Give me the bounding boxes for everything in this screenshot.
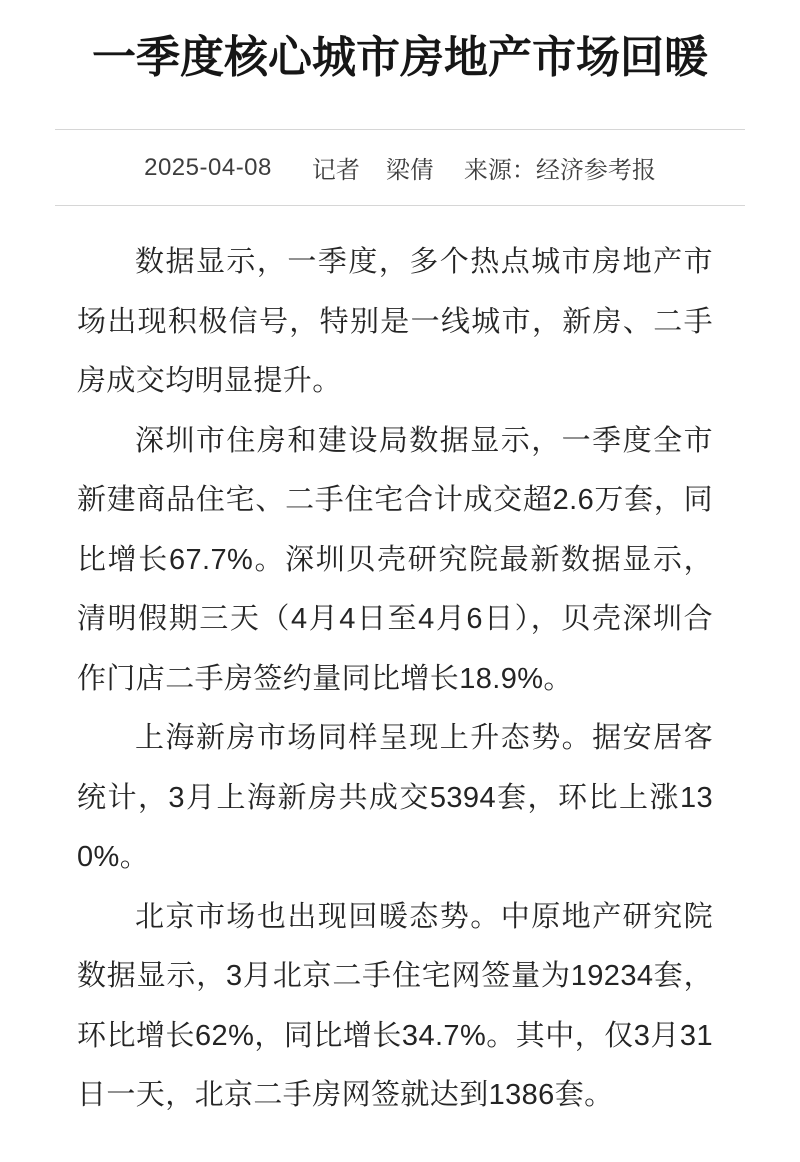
page-title: 一季度核心城市房地产市场回暖 — [92, 33, 708, 82]
article-page — [0, 28, 800, 1126]
reporter-label: 记者 — [311, 157, 360, 184]
paragraph: 数据显示，一季度，多个热点城市房地产市场出现积极信号，特别是一线城市，新房、二手房成交均明显提升。 — [77, 246, 713, 397]
publish-date: 2025-04-08 — [144, 153, 272, 181]
source-label: 来源： — [463, 157, 536, 184]
paragraph: 上海新房市场同样呈现上升态势。据安居客统计，3月上海新房共成交5394套，环比上涨130%。 — [77, 722, 713, 873]
paragraph: 深圳市住房和建设局数据显示，一季度全市新建商品住宅、二手住宅合计成交超2.6万套，同比增长67.7%。深圳贝壳研究院最新数据显示，清明假期三天（4月4日至4月6日），贝壳深圳合作门店二手房签约量同比增长18.9%。 — [77, 424, 713, 695]
source-name: 经济参考报 — [535, 157, 656, 184]
paragraph: 北京市场也出现回暖态势。中原地产研究院数据显示，3月北京二手住宅网签量为19234套，环比增长62%，同比增长34.7%。其中，仅3月31日一天，北京二手房网签就达到1386套。 — [77, 900, 713, 1111]
reporter-name: 梁倩 — [385, 157, 434, 184]
article-meta-bar — [55, 129, 745, 206]
article-body — [0, 206, 800, 1126]
